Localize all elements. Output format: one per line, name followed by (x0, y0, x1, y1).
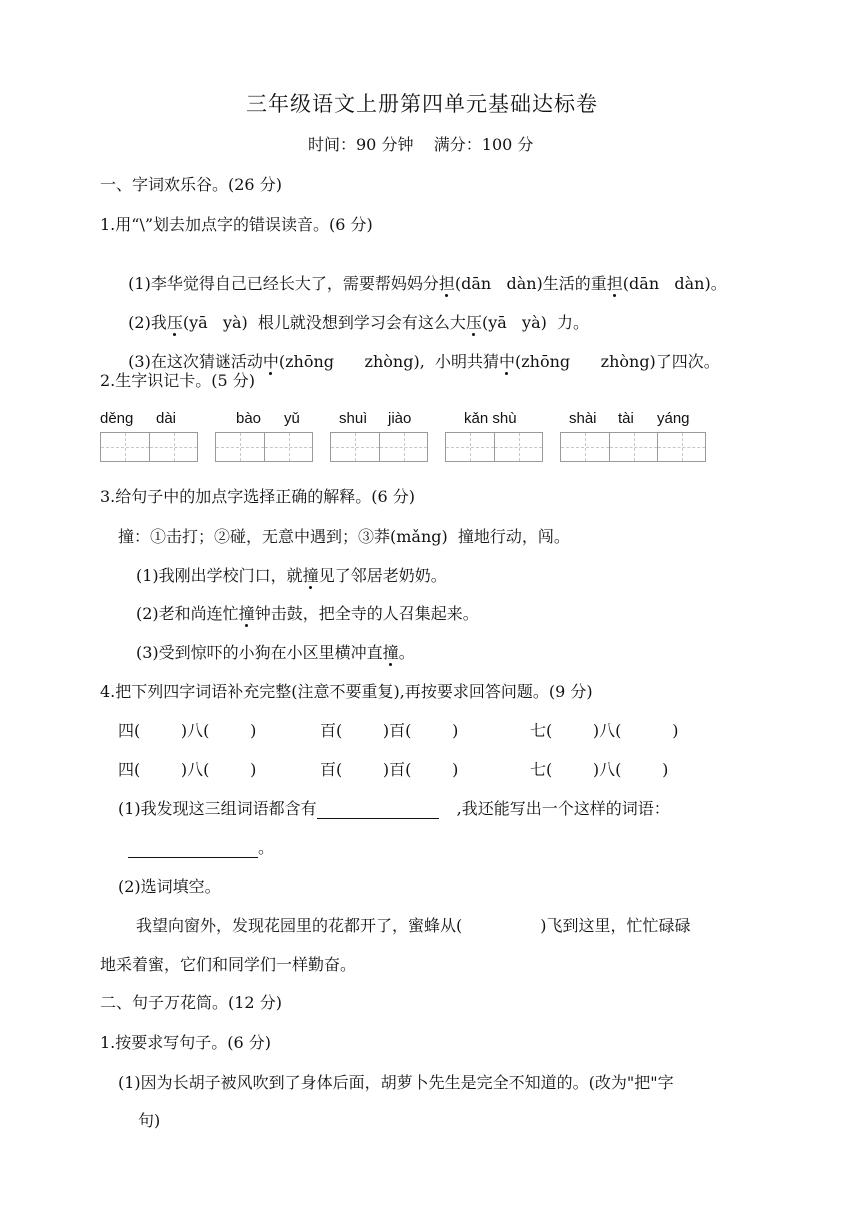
pinyin-label: děng (100, 410, 134, 427)
dotted-char: 压 (465, 313, 482, 332)
item-text: 。 (398, 643, 415, 662)
dotted-char: 中 (498, 352, 515, 371)
writing-grid[interactable] (330, 432, 428, 462)
item-text: (yā yà) 力。 (481, 313, 590, 332)
definition-text: 撞：①击打；②碰，无意中遇到；③莽(mǎng) 撞地行动，闯。 (118, 527, 570, 546)
pinyin-label: tài (618, 410, 634, 427)
idiom-blank[interactable]: 百( )百( ) (320, 760, 459, 779)
fill-paragraph-line-1 (136, 916, 691, 936)
dotted-char: 担 (438, 274, 455, 293)
writing-grid[interactable] (215, 432, 313, 462)
question-1-4-stem: 4.把下列四字词语补充完整(注意不要重复),再按要求回答问题。(9 分) (100, 682, 593, 701)
idiom-blank[interactable]: 四( )八( ) (118, 760, 257, 779)
page-title: 三年级语文上册第四单元基础达标卷 (246, 92, 598, 116)
pinyin-label: jiào (388, 410, 412, 427)
pinyin-label: shuì (339, 410, 368, 427)
item-text: 钟击鼓，把全寺的人召集起来。 (254, 604, 479, 623)
item-text: (zhōng zhòng), 小明共猜 (278, 352, 499, 371)
answer-blank[interactable] (128, 841, 258, 858)
dotted-char: 撞 (238, 604, 255, 623)
question-1-1-item-2 (118, 293, 589, 333)
pinyin-label: shài (569, 410, 597, 427)
pinyin-label: yáng (657, 410, 690, 427)
item-text: (dān dàn)生活的重 (454, 274, 607, 293)
dotted-char: 撞 (302, 566, 319, 585)
question-2-1-stem: 1.按要求写句子。(6 分) (100, 1033, 272, 1052)
dotted-char: 撞 (382, 643, 399, 662)
idiom-blank[interactable]: 七( )八( ) (530, 721, 679, 740)
question-1-4-part-2: (2)选词填空。 (118, 877, 221, 896)
writing-grid[interactable] (560, 432, 706, 462)
fill-paragraph-line-2: 地采着蜜，它们和同学们一样勤奋。 (100, 955, 357, 974)
item-text: (2)老和尚连忙 (136, 604, 239, 623)
question-2-1-item-1-cont: 句) (138, 1111, 161, 1130)
sentence-1 (136, 566, 447, 586)
question-1-4-part-1-cont (128, 838, 274, 858)
dotted-char: 中 (262, 352, 279, 371)
pinyin-label: yǔ (284, 410, 300, 427)
pinyin-label: bào (236, 410, 262, 427)
dotted-char: 担 (606, 274, 623, 293)
item-text: 我望向窗外，发现花园里的花都开了，蜜蜂从( (136, 916, 463, 935)
item-text: )飞到这里，忙忙碌碌 (540, 916, 691, 935)
idiom-blank[interactable]: 百( )百( ) (320, 721, 459, 740)
question-2-1-item-1: (1)因为长胡子被风吹到了身体后面，胡萝卜先生是完全不知道的。(改为"把"字 (118, 1073, 674, 1092)
question-1-3-stem: 3.给句子中的加点字选择正确的解释。(6 分) (100, 487, 416, 506)
section-2-heading: 二、句子万花筒。(12 分) (100, 993, 282, 1012)
sentence-3 (136, 643, 415, 663)
idiom-blank[interactable]: 七( )八( ) (530, 760, 669, 779)
item-text: (3)受到惊吓的小狗在小区里横冲直 (136, 643, 383, 662)
item-text: ,我还能写出一个这样的词语： (456, 799, 670, 818)
item-text: 见了邻居老奶奶。 (318, 566, 447, 585)
item-text: (1)我发现这三组词语都含有 (118, 799, 317, 818)
section-1-heading: 一、字词欢乐谷。(26 分) (100, 175, 282, 194)
question-1-4-part-1 (118, 799, 670, 819)
item-text: (zhōng zhòng)了四次。 (514, 352, 720, 371)
item-text: (2)我 (128, 313, 167, 332)
answer-blank[interactable] (317, 802, 439, 819)
dotted-char: 压 (166, 313, 183, 332)
item-text: (1)李华觉得自己已经长大了，需要帮妈妈分 (128, 274, 439, 293)
item-text: (3)在这次猜谜活动 (128, 352, 263, 371)
idiom-blank[interactable]: 四( )八( ) (118, 721, 257, 740)
question-1-1-item-3 (118, 332, 720, 372)
question-1-1-item-1 (118, 254, 727, 294)
sentence-2 (136, 604, 479, 624)
pinyin-label: dài (156, 410, 177, 427)
question-1-2-stem: 2.生字识记卡。(5 分) (100, 371, 256, 390)
writing-grid[interactable] (100, 432, 198, 462)
exam-info: 时间：90 分钟 满分：100 分 (308, 135, 534, 154)
question-1-1-stem: 1.用“\”划去加点字的错误读音。(6 分) (100, 215, 373, 234)
item-text: 。 (258, 838, 275, 857)
item-text: (1)我刚出学校门口，就 (136, 566, 303, 585)
pinyin-label: kǎn shù (464, 410, 517, 427)
item-text: (yā yà) 根儿就没想到学习会有这么大 (182, 313, 466, 332)
writing-grid[interactable] (445, 432, 543, 462)
item-text: (dān dàn)。 (622, 274, 727, 293)
